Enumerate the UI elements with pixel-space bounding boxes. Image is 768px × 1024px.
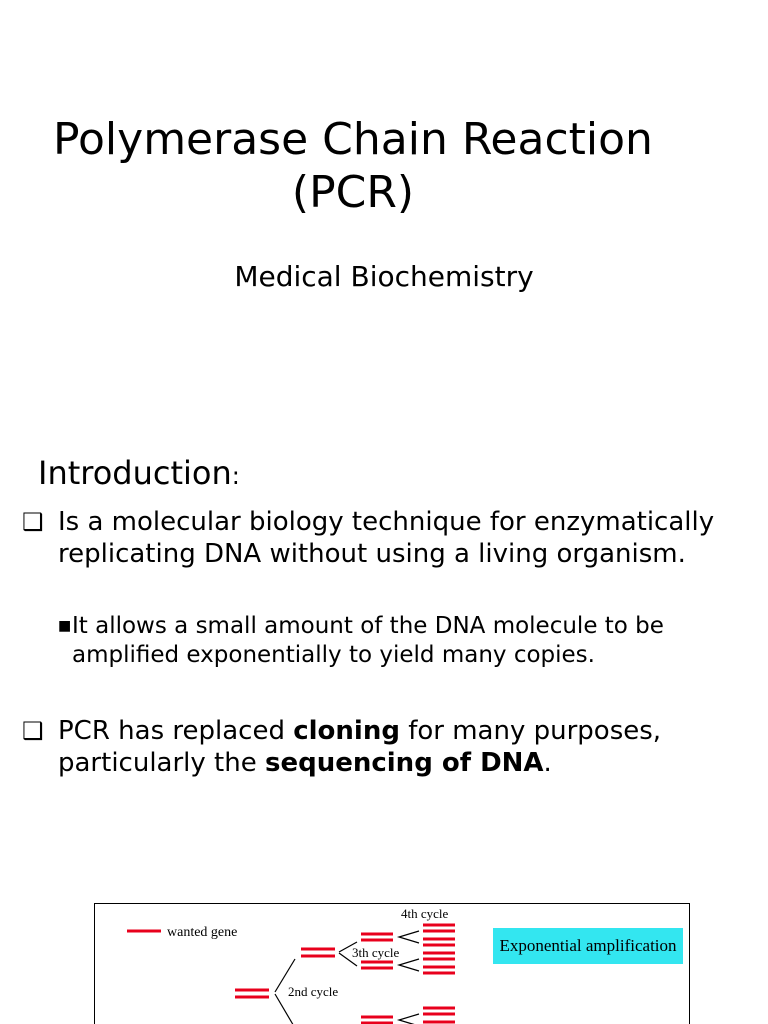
branch-connector (399, 931, 419, 943)
square-bullet-icon: ■ (58, 618, 72, 634)
page-title: Polymerase Chain Reaction (53, 114, 653, 165)
page-title-abbreviation: (PCR) (291, 167, 415, 218)
hollow-square-bullet-icon: ❑ (22, 717, 44, 745)
sub-bullet-text-line: amplified exponentially to yield many copies. (72, 642, 595, 668)
bullet-text-line (58, 747, 552, 779)
text-segment: . (543, 748, 552, 778)
cycle-label-3: 3th cycle (352, 945, 400, 960)
subtitle: Medical Biochemistry (234, 260, 534, 293)
exponential-amplification-label: Exponential amplification (493, 928, 683, 964)
branch-connector (399, 959, 419, 971)
hollow-square-bullet-icon: ❑ (22, 508, 44, 536)
section-heading-colon: : (231, 462, 240, 490)
legend-label: wanted gene (167, 925, 238, 940)
pcr-diagram-svg (95, 904, 690, 1024)
bullet-text-line: replicating DNA without using a living organism. (58, 539, 686, 569)
text-segment: for many purposes, (399, 716, 662, 746)
bold-term-cloning: cloning (293, 716, 400, 746)
text-segment: particularly the (58, 748, 265, 778)
bullet-text-line: Is a molecular biology technique for enzymatically (58, 507, 715, 537)
text-segment: PCR has replaced (58, 716, 294, 746)
branch-connector (399, 1014, 419, 1024)
cycle-label-4: 4th cycle (401, 906, 449, 921)
section-heading-text: Introduction (38, 454, 232, 492)
pcr-amplification-diagram (94, 903, 690, 1024)
cycle-label-2: 2nd cycle (288, 984, 339, 999)
bold-term-sequencing: sequencing of DNA (264, 748, 544, 778)
bullet-text-line (58, 715, 661, 747)
section-heading (38, 453, 240, 496)
sub-bullet-text-line: It allows a small amount of the DNA molecule to be (72, 613, 664, 639)
